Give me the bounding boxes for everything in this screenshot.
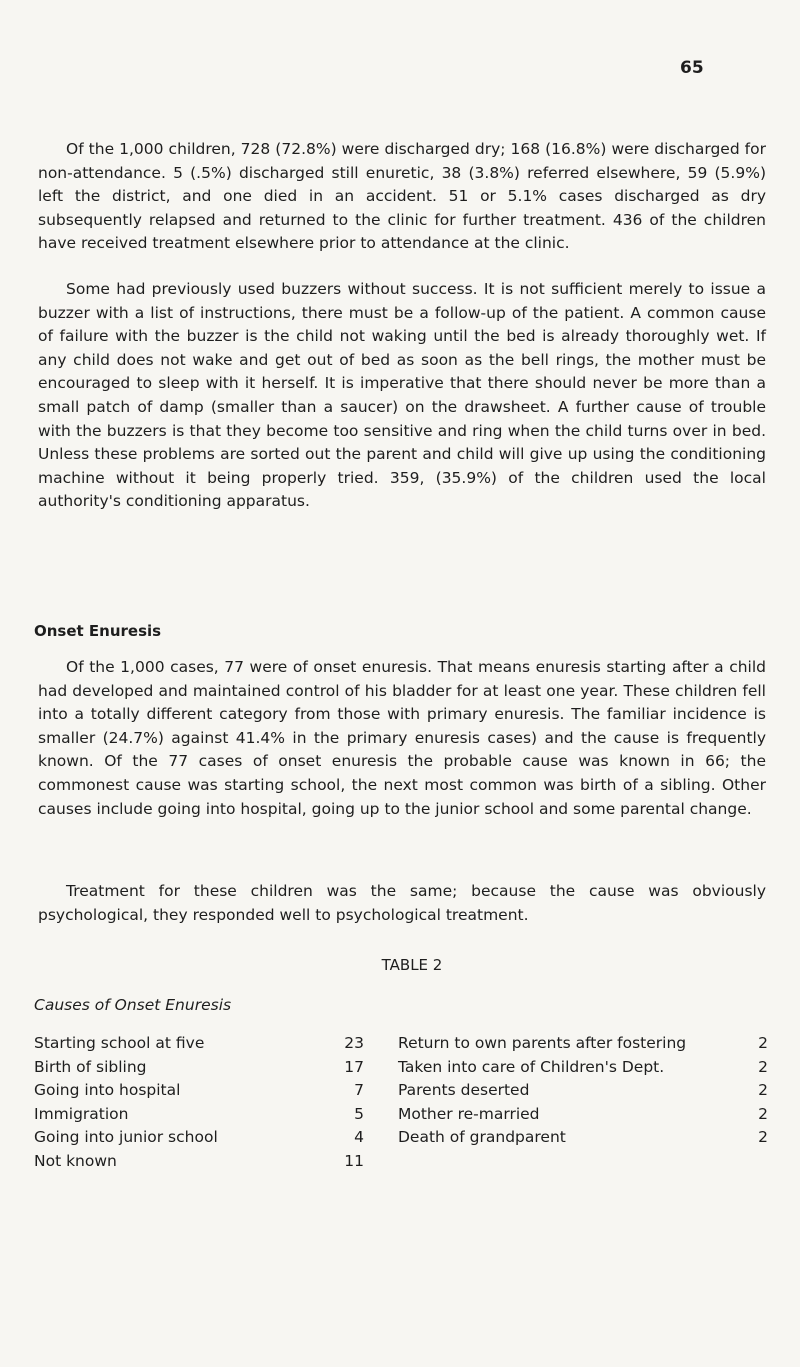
cause-label: Going into hospital (34, 1081, 181, 1100)
cause-label: Starting school at five (34, 1034, 205, 1052)
cause-count: 5 (354, 1104, 364, 1123)
table-caption: Causes of Onset Enuresis (34, 996, 232, 1014)
section-heading: Onset Enuresis (34, 622, 162, 640)
paragraph-onset-enuresis: Of the 1,000 cases, 77 were of onset enuresis. That means enuresis starting after a child had developed and maintained control of his bladder for at least one year. These children fell into a totally different category from those with primary enuresis. The familiar incidence is smaller (24.7%) against 41.4% in the primary enuresis cases) and the cause is frequently known. Of the 77 cases of onset enuresis the probable cause was known in 66; the commonest cause was starting school, the next most common was birth of a sibling. Other causes include going into hospital, going up to the junior school and some parental change. (38, 658, 766, 818)
cause-count: 11 (344, 1151, 364, 1170)
paragraph-buzzer-use: Some had previously used buzzers without success. It is not sufficient merely to issue a buzzer with a list of instructions, there must be a follow-up of the patient. A common cause of failure with the buzzer is the child not waking until the bed is already thoroughly wet. If any child does not wake and get out of bed as soon as the bell rings, the mother must be encouraged to sleep with it herself. It is imperative that there should never be more than a small patch of damp (smaller than a saucer) on the drawsheet. A further cause of trouble with the buzzers is that they become too sensitive and ring when the child turns over in bed. Unless these problems are sorted out the parent and child will give up using the conditioning machine without it being properly tried. 359, (35.9%) of the children used the local authority's conditioning apparatus. (38, 280, 766, 511)
table-row (34, 1128, 774, 1152)
cause-count: 2 (758, 1104, 768, 1123)
table-row (34, 1152, 774, 1176)
cause-label: Birth of sibling (34, 1057, 147, 1076)
table-title: TABLE 2 (381, 956, 443, 974)
cause-count: 7 (354, 1081, 364, 1100)
cause-label: Not known (34, 1151, 117, 1170)
paragraph-treatment: Treatment for these children was the same; because the cause was obviously psychological, they responded well to psychological treatment. (38, 882, 766, 924)
paragraph-discharge-outcomes: Of the 1,000 children, 728 (72.8%) were discharged dry; 168 (16.8%) were discharged for non-attendance. 5 (.5%) discharged still enuretic, 38 (3.8%) referred elsewhere, 59 (5.9%) left the district, and one died in an accident. 51 or 5.1% cases discharged as dry subsequently relapsed and returned to the clinic for further treatment. 436 of the children have received treatment elsewhere prior to attendance at the clinic. (38, 140, 766, 253)
cause-label: Parents deserted (398, 1081, 530, 1100)
cause-label: Death of grandparent (398, 1128, 566, 1147)
cause-label: Immigration (34, 1104, 129, 1123)
table-row (34, 1058, 774, 1082)
cause-label: Mother re-married (398, 1104, 540, 1123)
cause-label: Taken into care of Children's Dept. (398, 1057, 665, 1076)
page-number: 65 (680, 58, 704, 78)
cause-count: 2 (758, 1081, 768, 1100)
cause-count: 17 (344, 1057, 364, 1076)
cause-count: 4 (354, 1128, 364, 1147)
cause-label: Return to own parents after fostering (398, 1034, 687, 1052)
table-row (34, 1034, 774, 1058)
causes-table (34, 1034, 774, 1176)
cause-count: 23 (344, 1034, 364, 1052)
cause-count: 2 (758, 1034, 768, 1052)
cause-label: Going into junior school (34, 1128, 218, 1147)
cause-count: 2 (758, 1128, 768, 1147)
cause-count: 2 (758, 1057, 768, 1076)
table-row (34, 1105, 774, 1129)
table-row (34, 1081, 774, 1105)
